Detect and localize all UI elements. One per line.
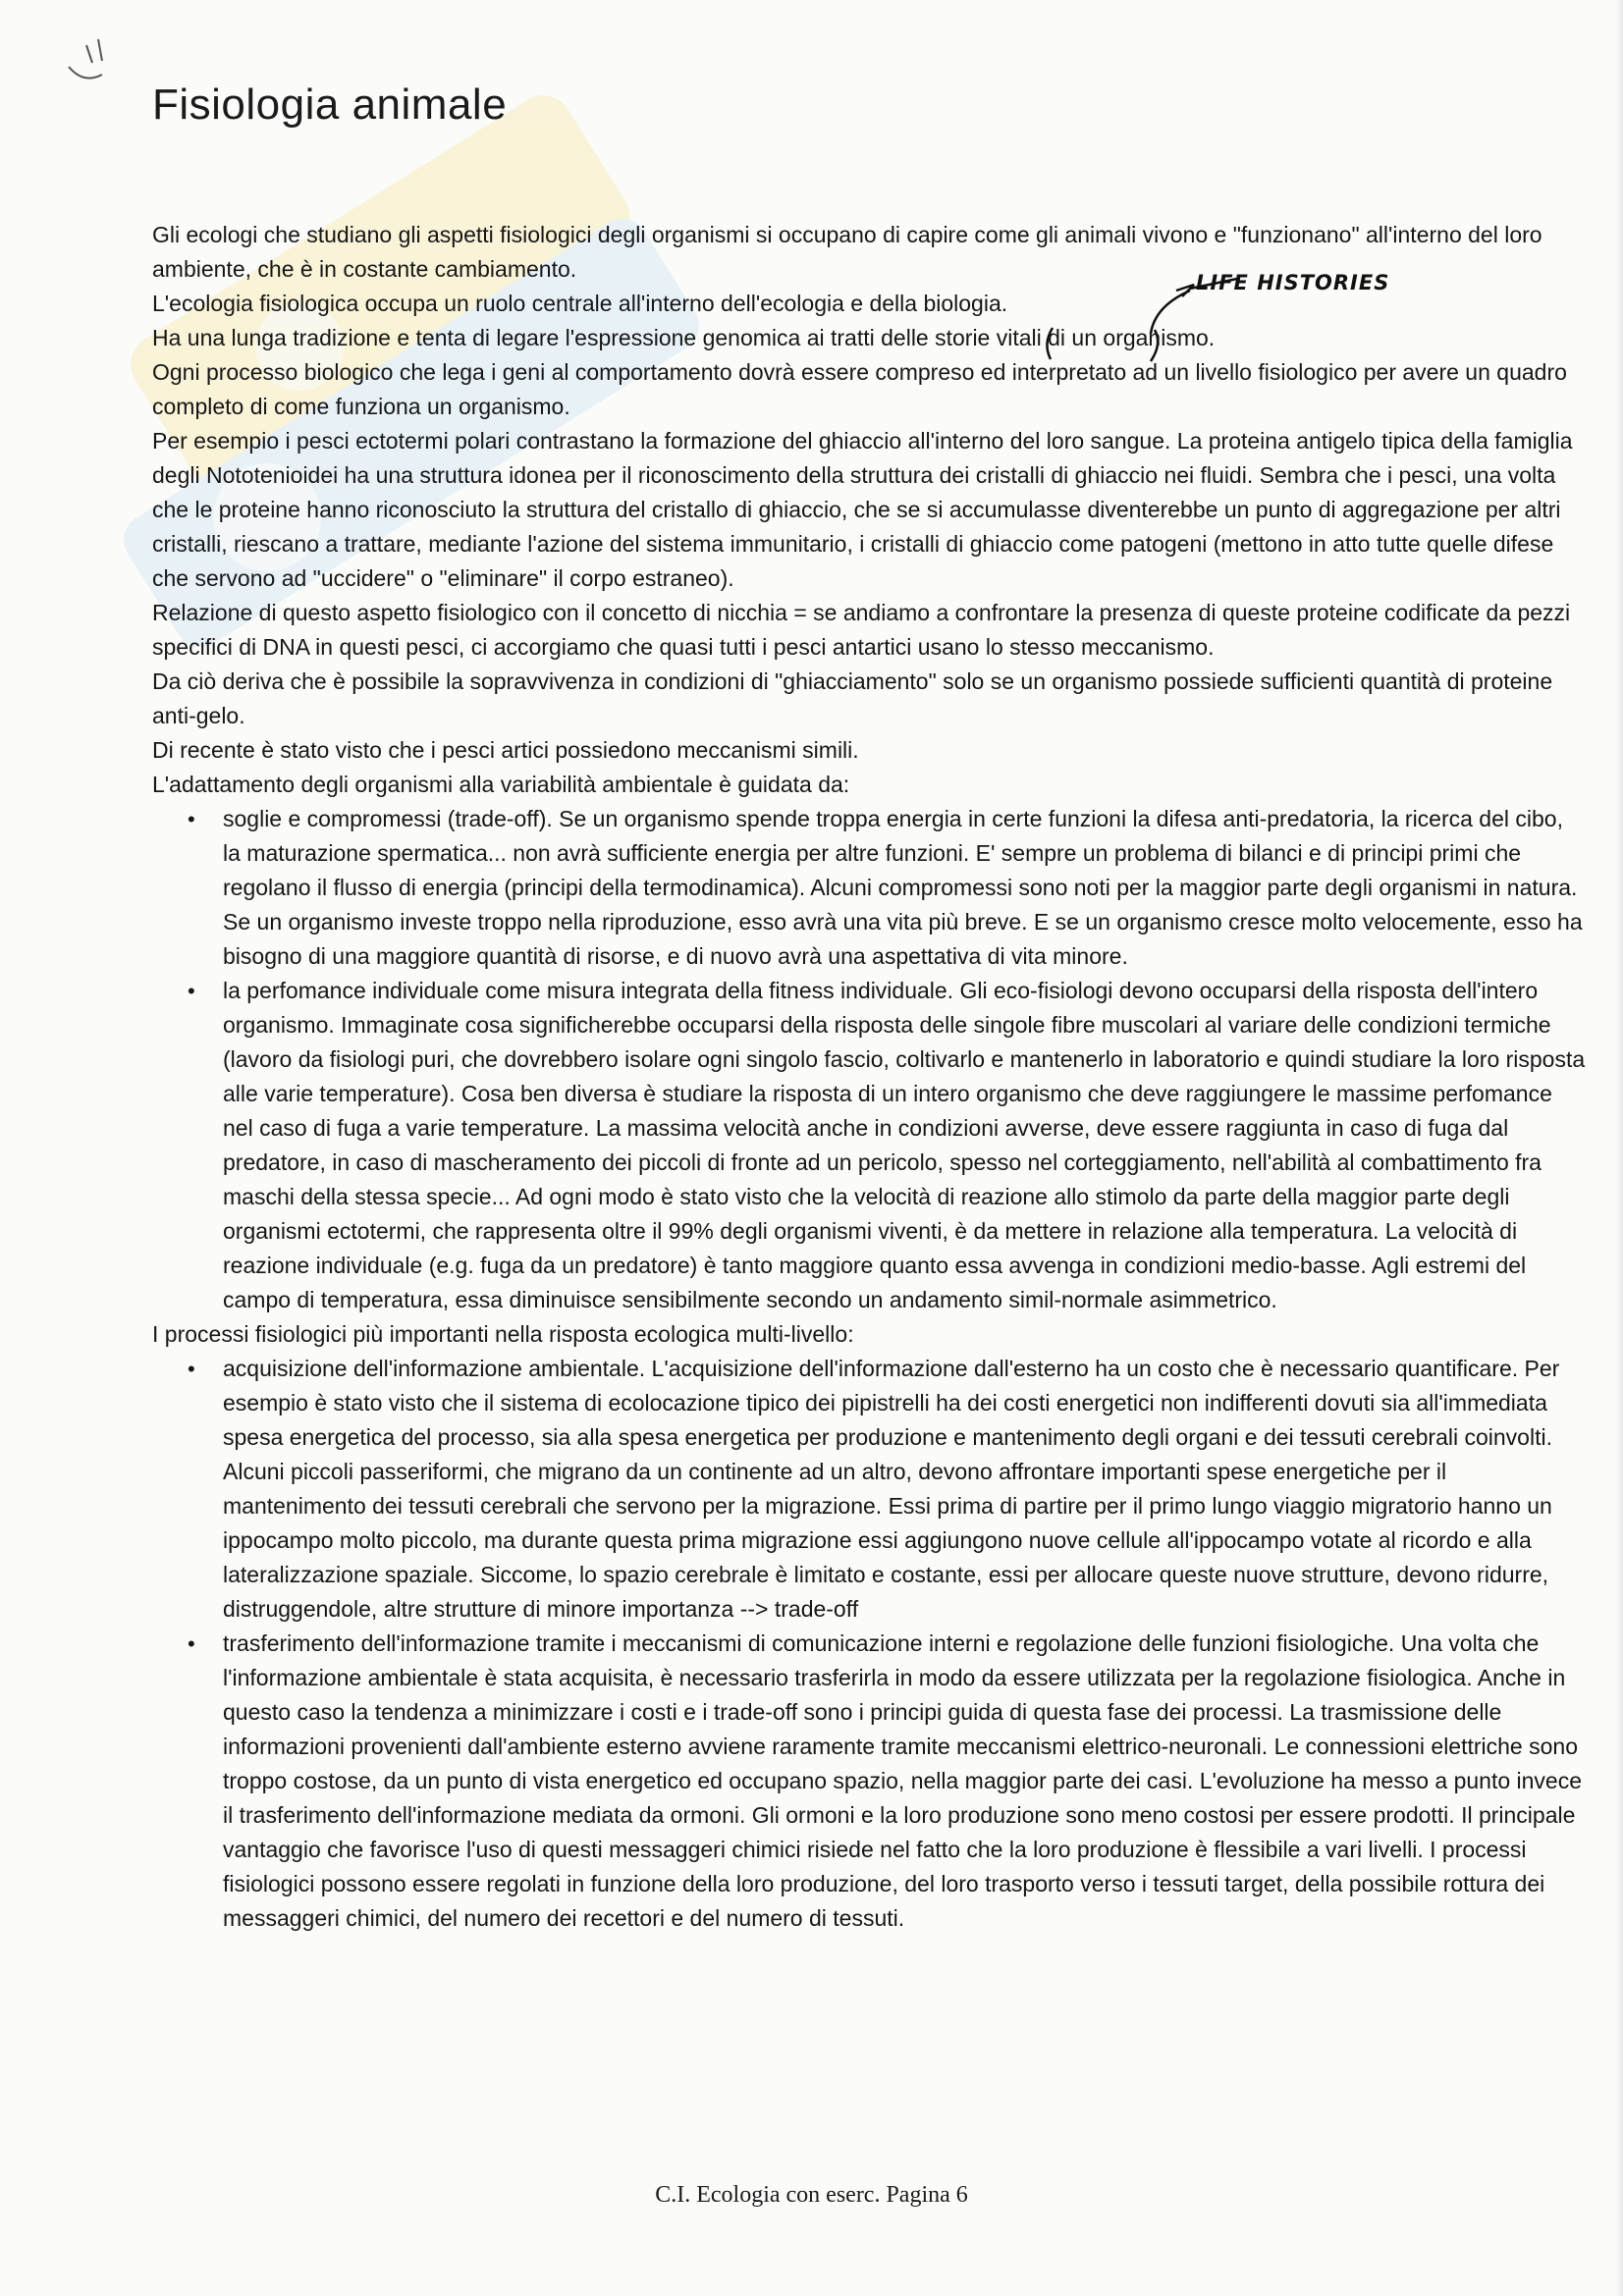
paragraph: Gli ecologi che studiano gli aspetti fisiologici degli organismi si occupano di capire come gli animali vivono e "funzionano" all'interno del loro ambiente, che è in costante cambiamento.: [152, 222, 1542, 282]
paragraph: L'ecologia fisiologica occupa un ruolo centrale all'interno dell'ecologia e della biologia.: [152, 291, 1008, 316]
list-item: • la perfomance individuale come misura integrata della fitness individuale. Gli eco-fisiologi devono occuparsi della risposta dell'intero organismo. Immaginate cosa significherebbe occuparsi della risposta delle singole fibre muscolari al variare delle condizioni termiche (lavoro da fisiologi puri, che dovrebbero isolare ogni singolo fascio, coltivarlo e mantenerlo in laboratorio e quindi studiare la loro risposta alle varie temperature). Cosa ben diversa è studiare la risposta di un intero organismo che deve raggiungere le massime perfomance nel caso di fuga a varie temperature. La massima velocità anche in condizioni avverse, deve essere raggiunta in caso di fuga dal predatore, in caso di mascheramento dei piccoli di fronte ad un pericolo, spesso nel corteggiamento, nell'abilità al combattimento fra maschi della stessa specie... Ad ogni modo è stato visto che la velocità di reazione allo stimolo da parte della maggior parte degli organismi ectotermi, che rappresenta oltre il 99% degli organismi viventi, è da mettere in relazione alla temperatura. La velocità di reazione individuale (e.g. fuga da un predatore) è tanto maggiore quanto essa avvenga in condizioni medio-basse. Agli estremi del campo di temperatura, essa diminuisce sensibilmente secondo un andamento simil-normale asimmetrico.: [223, 974, 1586, 1317]
list-item: • soglie e compromessi (trade-off). Se un organismo spende troppa energia in certe funzioni la difesa anti-predatoria, la ricerca del cibo, la maturazione spermatica... non avrà sufficiente energia per altre funzioni. E' sempre un problema di bilanci e di principi primi che regolano il flusso di energia (principi della termodinamica). Alcuni compromessi sono noti per la maggior parte degli organismi in natura. Se un organismo investe troppo nella riproduzione, esso avrà una vita più breve. E se un organismo cresce molto velocemente, esso ha bisogno di una maggiore quantità di risorse, e di nuovo avrà una aspettativa di vita minore.: [223, 802, 1586, 974]
paragraph: Ogni processo biologico che lega i geni al comportamento dovrà essere compreso ed interpretato ad un livello fisiologico per avere un quadro completo di come funziona un organismo.: [152, 359, 1567, 419]
paragraph: I processi fisiologici più importanti nella risposta ecologica multi-livello:: [152, 1321, 854, 1347]
list-item: • acquisizione dell'informazione ambientale. L'acquisizione dell'informazione dall'esterno ha un costo che è necessario quantificare. Per esempio è stato visto che il sistema di ecolocazione tipico dei pipistrelli ha dei costi energetici non indifferenti dovuti sia all'immediata spesa energetica del processo, sia alla spesa energetica per produzione e mantenimento degli organi e dei tessuti cerebrali coinvolti. Alcuni piccoli passeriformi, che migrano da un continente ad un altro, devono affrontare importanti spese energetiche per il mantenimento dei tessuti cerebrali che servono per la migrazione. Essi prima di partire per il primo lungo viaggio migratorio hanno un ippocampo molto piccolo, ma durante questa prima migrazione essi aggiungono nuove cellule all'ippocampo votate al ricordo e alla lateralizzazione spaziale. Siccome, lo spazio cerebrale è limitato e costante, essi per allocare queste nuove strutture, devono ridurre, distruggendole, altre strutture di minore importanza --> trade-off: [223, 1352, 1586, 1627]
paragraph: Ha una lunga tradizione e tenta di legare l'espressione genomica ai tratti delle storie vitali di un organismo.: [152, 325, 1216, 350]
bullet-list-adaptation: [152, 802, 1586, 1317]
paragraph: Da ciò deriva che è possibile la sopravvivenza in condizioni di "ghiacciamento" solo se un organismo possiede sufficienti quantità di proteine anti-gelo.: [152, 668, 1553, 728]
paragraph: Per esempio i pesci ectotermi polari contrastano la formazione del ghiaccio all'interno del loro sangue. La proteina antigelo tipica della famiglia degli Nototenioidei ha una struttura idonea per il riconoscimento della struttura dei cristalli di ghiaccio nei fluidi. Sembra che i pesci, una volta che le proteine hanno riconosciuto la struttura del cristallo di ghiaccio, che se si accumulasse diventerebbe un punto di aggregazione per altri cristalli, riescano a trattare, mediante l'azione del sistema immunitario, i cristalli di ghiaccio come patogeni (mettono in atto tutte quelle difese che servono ad "uccidere" o "eliminare" il corpo estraneo).: [152, 428, 1573, 591]
bullet-list-processes: [152, 1352, 1586, 1936]
paragraph: L'adattamento degli organismi alla variabilità ambientale è guidata da:: [152, 772, 850, 797]
page-title: Fisiologia animale: [152, 80, 508, 129]
list-item: • trasferimento dell'informazione tramite i meccanismi di comunicazione interni e regolazione delle funzioni fisiologiche. Una volta che l'informazione ambientale è stata acquisita, è necessario trasferirla in modo da essere utilizzata per la regolazione fisiologica. Anche in questo caso la tendenza a minimizzare i costi e i trade-off sono i principi guida di questa fase dei processi. La trasmissione delle informazioni provenienti dall'ambiente esterno avviene raramente tramite meccanismi elettrico-neuronali. Le connessioni elettriche sono troppo costose, da un punto di vista energetico ed occupano spazio, nella maggior parte dei casi. L'evoluzione ha messo a punto invece il trasferimento dell'informazione mediata da ormoni. Gli ormoni e la loro produzione sono meno costosi per essere prodotti. Il principale vantaggio che favorisce l'uso di questi messaggeri chimici risiede nel fatto che la loro produzione è flessibile a vari livelli. I processi fisiologici possono essere regolati in funzione della loro produzione, del loro trasporto verso i tessuti target, della possibile rottura dei messaggeri chimici, del numero dei recettori e del numero di tessuti.: [223, 1627, 1586, 1936]
paragraph: Di recente è stato visto che i pesci artici possiedono meccanismi simili.: [152, 737, 859, 763]
pen-scribble-mark: [59, 27, 128, 96]
body-text: [152, 218, 1586, 1936]
handwritten-note: LIFE HISTORIES: [1196, 271, 1390, 294]
paragraph: Relazione di questo aspetto fisiologico con il concetto di nicchia = se andiamo a confrontare la presenza di queste proteine codificate da pezzi specifici di DNA in questi pesci, ci accorgiamo che quasi tutti i pesci antartici usano lo stesso meccanismo.: [152, 600, 1571, 660]
page-edge-shadow: [1615, 0, 1623, 2296]
page-footer: C.I. Ecologia con eserc. Pagina 6: [655, 2182, 968, 2208]
